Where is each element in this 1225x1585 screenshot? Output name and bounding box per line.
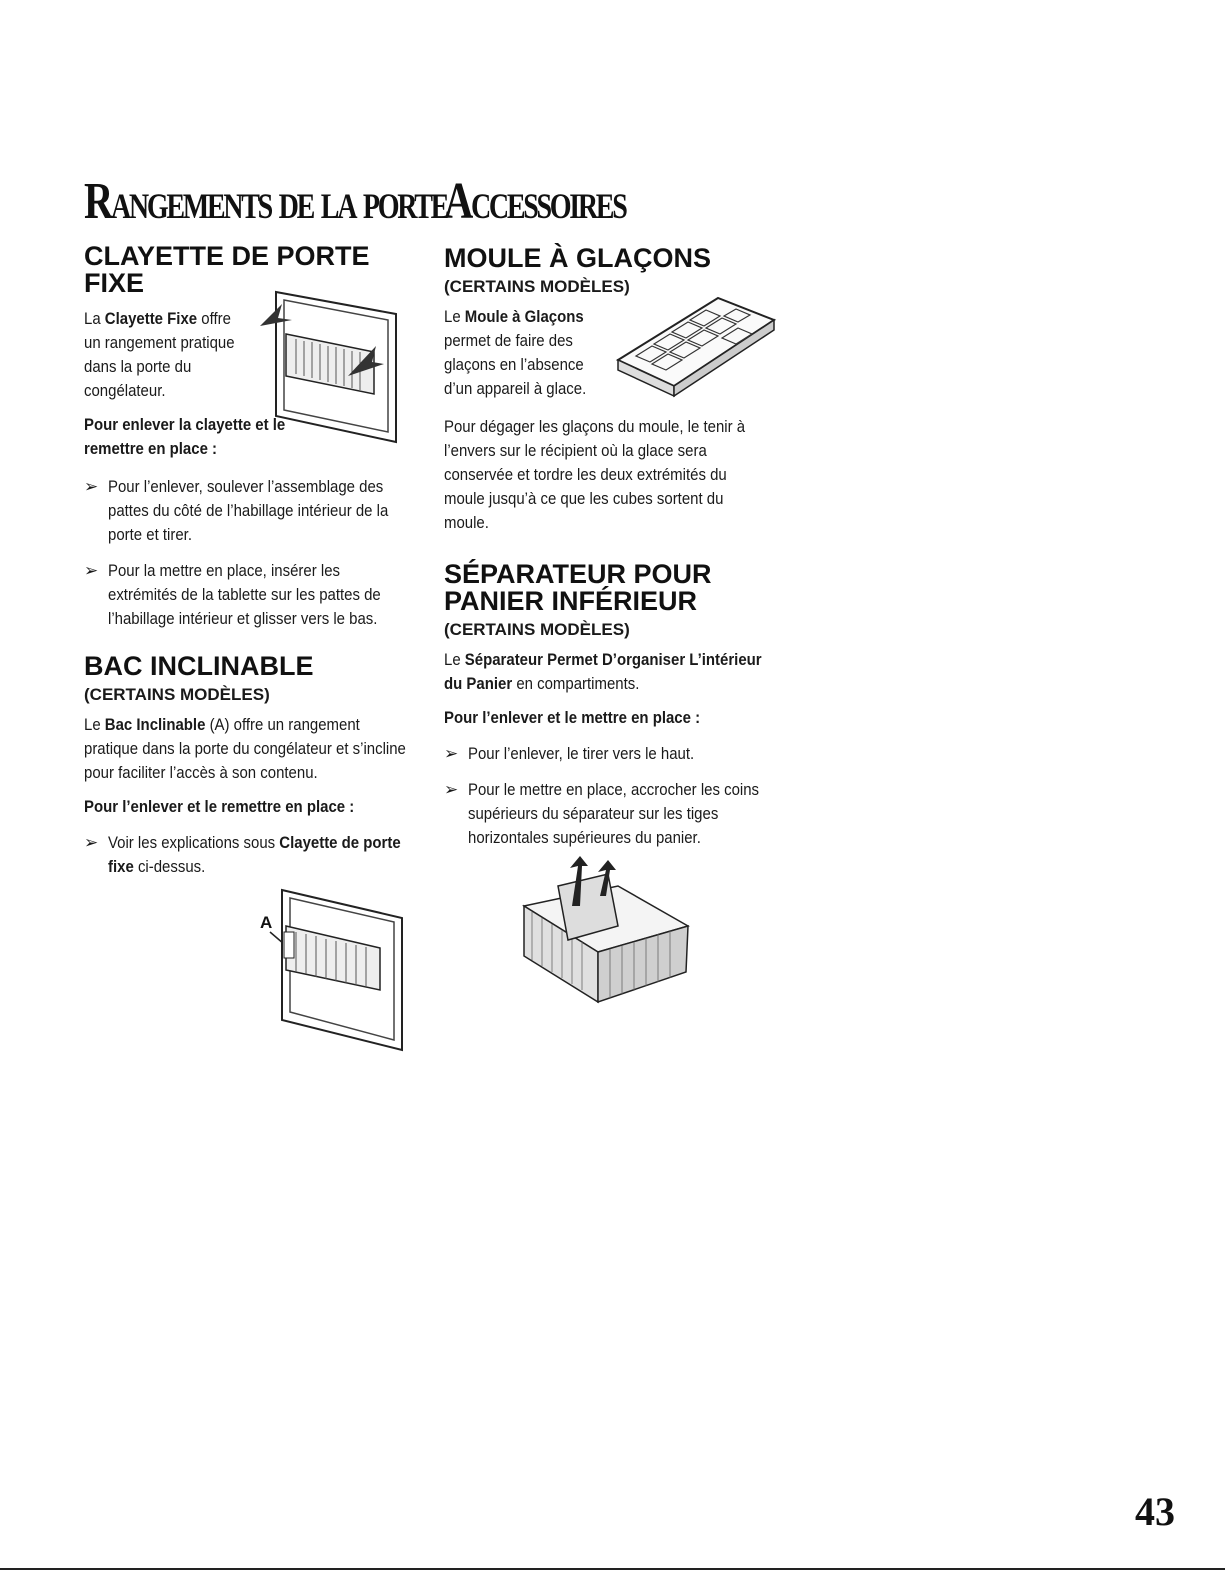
divider-steps — [444, 742, 770, 850]
tilt-bin-illustration — [256, 886, 408, 1052]
ice-tray-instructions: Pour dégager les glaçons du moule, le tenir à l’envers sur le récipient où la glace sera conservée et tordre les deux extrémités du moule jusqu’à ce que les cubes sortent du moule. — [444, 417, 746, 532]
list-item: ➢ Voir les explications sous Clayette de porte fixe ci-dessus. — [84, 833, 401, 876]
footer-rule — [0, 1568, 1225, 1570]
divider-models: (CERTAINS MODÈLES) — [444, 620, 630, 639]
heading-line-2: PANIER INFÉRIEUR — [444, 586, 698, 616]
fixed-shelf-intro: La Clayette Fixe offre un rangement pratique dans la porte du congélateur. — [84, 309, 235, 400]
callout-label-a: A — [260, 913, 273, 932]
heading-ice-tray: MOULE À GLAÇONS — [444, 243, 711, 273]
list-item: ➢ Pour le mettre en place, accrocher les coins supérieurs du séparateur sur les tiges horizontales supérieures du panier. — [444, 780, 760, 847]
fixed-shelf-instructions-heading: Pour enlever la clayette et le remettre en place : — [84, 415, 286, 458]
list-item: ➢ Pour la mettre en place, insérer les extrémités de la tablette sur les pattes de l’habillage intérieur et glisser vers le bas. — [84, 561, 381, 628]
section-banner-door-storage: Rangements de la porte — [84, 173, 447, 230]
tilt-bin-steps — [84, 831, 410, 879]
section-banner-accessories: Accessoires — [444, 173, 626, 230]
heading-line-2: FIXE — [84, 268, 145, 298]
tilt-bin-intro: Le Bac Inclinable (A) offre un rangement pratique dans la porte du congélateur et s’incline pour faciliter l’accès à son contenu. — [84, 715, 406, 782]
fixed-shelf-steps — [84, 475, 410, 631]
ice-tray-illustration — [608, 290, 778, 400]
divider-intro: Le Séparateur Permet D’organiser L’intérieur du Panier en compartiments. — [444, 650, 762, 693]
heading-line-1: CLAYETTE DE PORTE — [84, 241, 370, 271]
tilt-bin-models: (CERTAINS MODÈLES) — [84, 685, 270, 704]
fixed-door-shelf-illustration — [256, 284, 406, 444]
list-item: ➢ Pour l’enlever, soulever l’assemblage des pattes du côté de l’habillage intérieur de la porte et tirer. — [84, 477, 389, 544]
list-item: ➢ Pour l’enlever, le tirer vers le haut. — [444, 744, 695, 763]
tilt-bin-instructions-heading: Pour l’enlever et le remettre en place : — [84, 797, 355, 816]
heading-basket-divider — [444, 561, 770, 615]
page-number: 43 — [1135, 1489, 1175, 1534]
heading-tilt-bin: BAC INCLINABLE — [84, 651, 314, 681]
basket-divider-illustration — [518, 856, 696, 1004]
divider-instructions-heading: Pour l’enlever et le mettre en place : — [444, 708, 701, 727]
heading-line-1: SÉPARATEUR POUR — [444, 559, 712, 589]
ice-tray-intro: Le Moule à Glaçons permet de faire des glaçons en l’absence d’un appareil à glace. — [444, 307, 587, 398]
ice-tray-models: (CERTAINS MODÈLES) — [444, 277, 630, 296]
